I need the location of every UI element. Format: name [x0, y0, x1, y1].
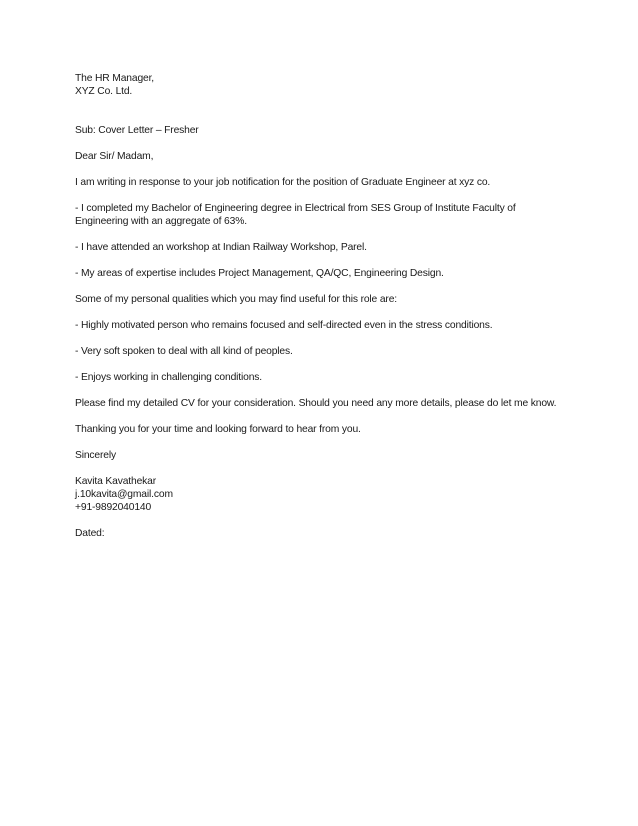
qualities-intro: Some of my personal qualities which you may find useful for this role are: [75, 294, 397, 305]
salutation: Dear Sir/ Madam, [75, 151, 154, 162]
signature-name: Kavita Kavathekar [75, 476, 157, 487]
quality-motivated: - Highly motivated person who remains focused and self-directed even in the stress conditions. [75, 320, 493, 331]
quality-challenging: - Enjoys working in challenging conditions. [75, 372, 263, 383]
cover-letter-body [75, 72, 555, 540]
quality-soft-spoken: - Very soft spoken to deal with all kind of peoples. [75, 346, 293, 357]
cv-note: Please find my detailed CV for your consideration. Should you need any more details, please do let me know. [75, 398, 557, 409]
signature-phone: +91-9892040140 [75, 502, 152, 513]
point-degree: - I completed my Bachelor of Engineering degree in Electrical from SES Group of Institute Faculty of Engineering with an aggregate of 63%. [75, 203, 516, 227]
thanks-line: Thanking you for your time and looking forward to hear from you. [75, 424, 361, 435]
point-workshop: - I have attended an workshop at Indian Railway Workshop, Parel. [75, 242, 367, 253]
intro-paragraph: I am writing in response to your job notification for the position of Graduate Engineer at xyz co. [75, 177, 491, 188]
signature-email: j.10kavita@gmail.com [75, 489, 173, 500]
point-expertise: - My areas of expertise includes Project Management, QA/QC, Engineering Design. [75, 268, 444, 279]
recipient-title: The HR Manager, [75, 73, 155, 84]
dated-label: Dated: [75, 528, 105, 539]
subject-line: Sub: Cover Letter – Fresher [75, 125, 199, 136]
recipient-company: XYZ Co. Ltd. [75, 86, 133, 97]
closing: Sincerely [75, 450, 116, 461]
